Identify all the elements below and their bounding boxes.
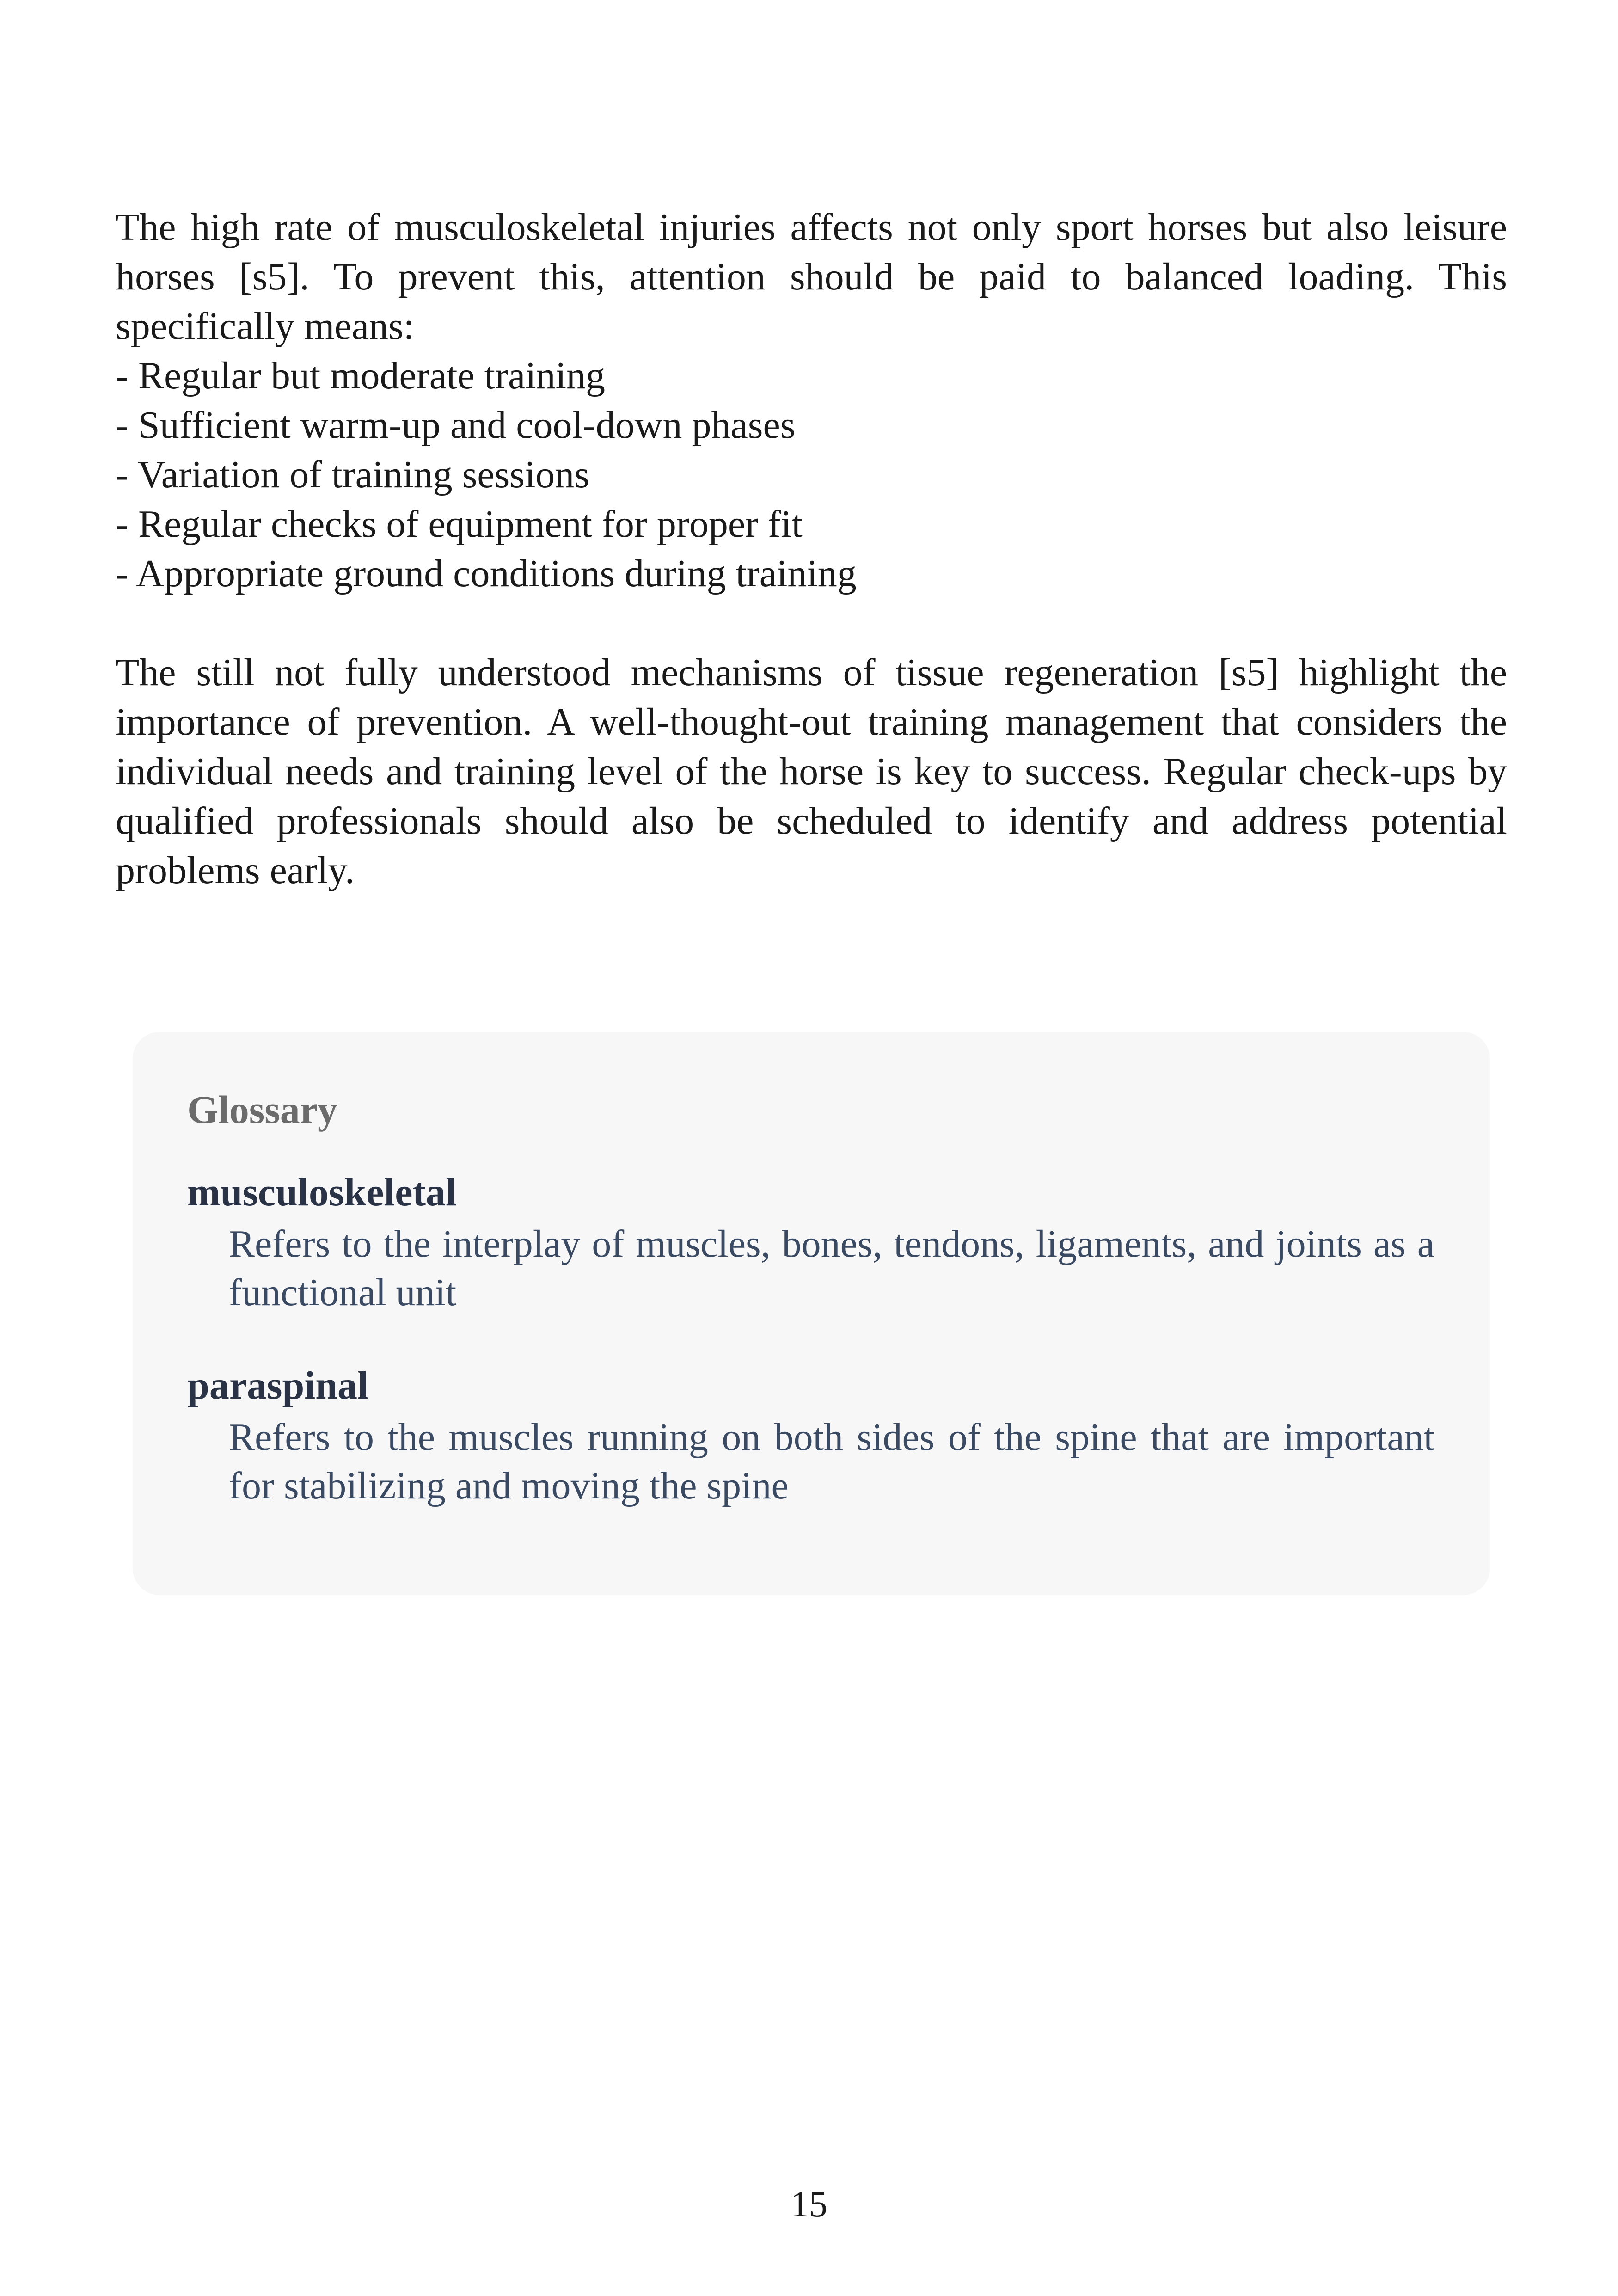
list-item: - Regular checks of equipment for proper fit <box>116 503 803 546</box>
glossary-entry-musculoskeletal <box>187 1169 1434 1317</box>
paragraph-regeneration: The still not fully understood mechanisms of tissue regeneration [s5] highlight the importance of prevention. A well-thought-out training management that considers the individual needs and training level of the horse is key to success. Regular check-ups by qualified professionals should also be scheduled to identify and address potential problems early. <box>116 651 1507 892</box>
page-number: 15 <box>791 2184 827 2225</box>
list-item: - Appropriate ground conditions during training <box>116 552 857 595</box>
glossary-box <box>133 1032 1490 1595</box>
glossary-definition: Refers to the muscles running on both sides of the spine that are important for stabilizing and moving the spine <box>229 1416 1434 1507</box>
glossary-term: paraspinal <box>187 1363 368 1407</box>
glossary-term: musculoskeletal <box>187 1170 457 1214</box>
list-item: - Variation of training sessions <box>116 453 589 496</box>
glossary-title: Glossary <box>187 1087 337 1132</box>
main-content <box>116 203 1507 895</box>
glossary-entry-paraspinal <box>187 1362 1434 1510</box>
prevention-list <box>116 351 1507 598</box>
paragraph-intro-text: The high rate of musculoskeletal injuries affects not only sport horses but also leisure horses [s5]. To prevent this, attention should be paid to balanced loading. This specifically means: <box>116 206 1507 348</box>
list-item: - Sufficient warm-up and cool-down phases <box>116 404 796 447</box>
list-item: - Regular but moderate training <box>116 354 605 397</box>
glossary-definition: Refers to the interplay of muscles, bones, tendons, ligaments, and joints as a functional unit <box>229 1222 1434 1314</box>
paragraph-prevention <box>116 203 1507 598</box>
